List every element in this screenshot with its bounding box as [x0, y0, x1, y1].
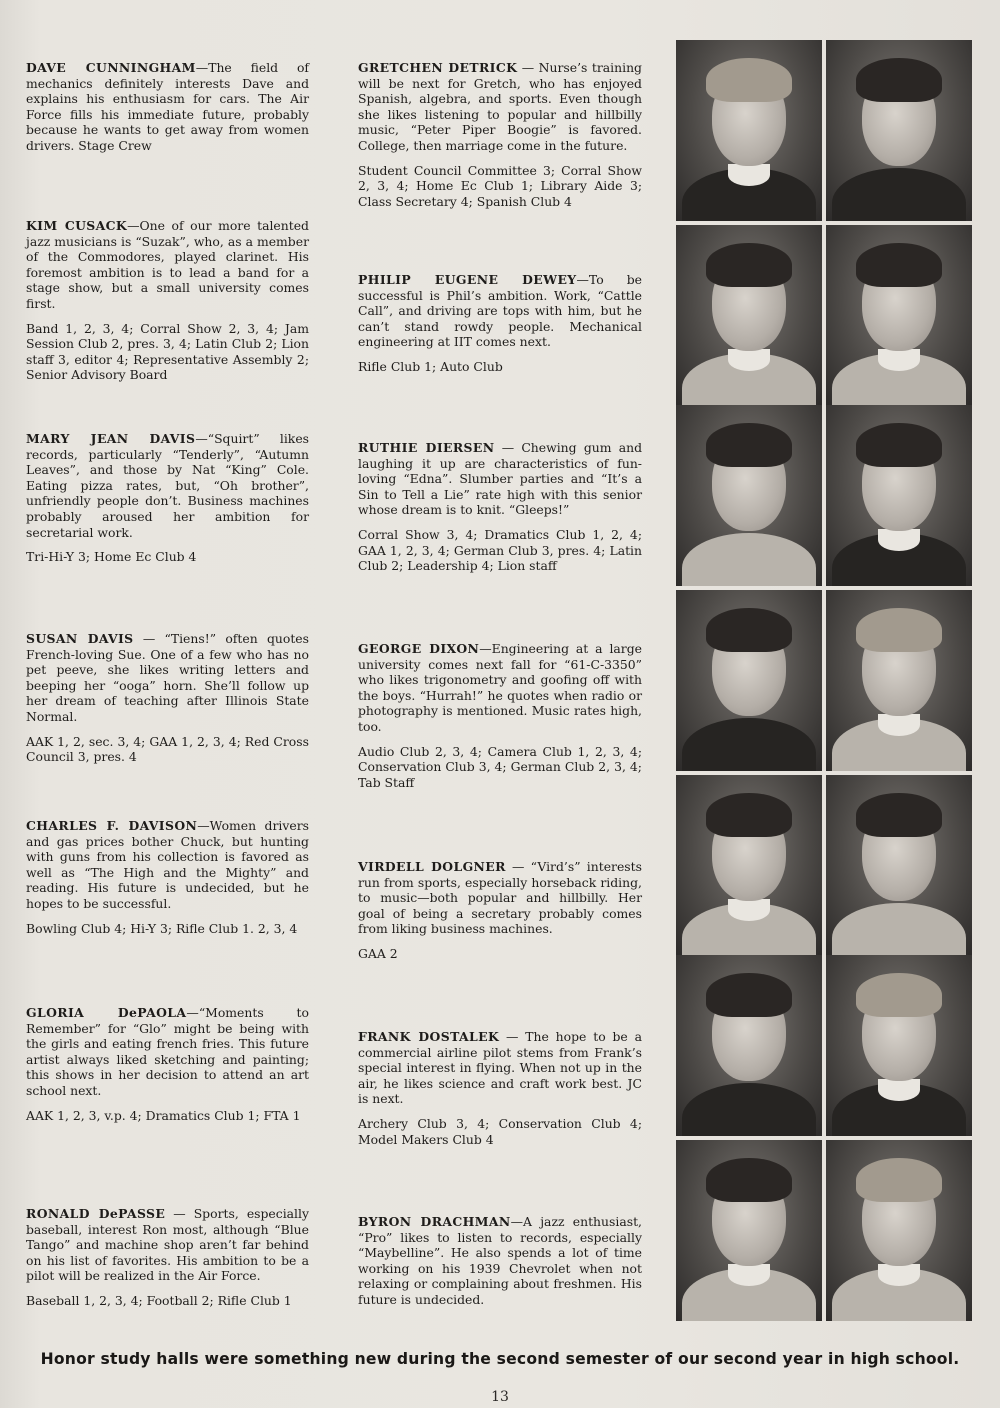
student-activities: Audio Club 2, 3, 4; Camera Club 1, 2, 3, 4; Conservation Club 3, 4; German Club 2, 3, 4; Tab Staff — [358, 743, 642, 790]
student-name: GLORIA DePAOLA — [26, 1005, 187, 1020]
student-name: BYRON DRACHMAN — [358, 1214, 511, 1229]
student-bio: — Chewing gum and laughing it up are characteristics of fun-loving “Edna”. Slumber parties and “It’s a Sin to Tell a Lie” rate high with this senior whose dream is to knit. “Gleeps!” — [358, 440, 643, 518]
student-entry — [358, 60, 642, 209]
portrait-photo — [826, 1140, 972, 1321]
student-bio: —Engineering at a large university comes next fall for “61-C-3350” who likes trigonometry and goofing off with the boys. “Hurrah!” he quotes when radio or photography is mentioned. Music rates high, too. — [358, 641, 642, 734]
student-entry — [26, 818, 309, 936]
student-bio: — The hope to be a commercial airline pilot stems from Frank’s special interest in flying. When not up in the air, he likes science and craft work best. JC is next. — [358, 1029, 642, 1107]
student-activities: Band 1, 2, 3, 4; Corral Show 2, 3, 4; Jam Session Club 2, pres. 3, 4; Latin Club 2; Lion staff 3, editor 4; Representative Assembly 2; Senior Advisory Board — [26, 320, 309, 383]
student-activities: AAK 1, 2, sec. 3, 4; GAA 1, 2, 3, 4; Red Cross Council 3, pres. 4 — [26, 733, 309, 765]
student-entry — [358, 859, 642, 962]
student-bio: —“Squirt” likes records, particularly “Tenderly”, “Autumn Leaves”, and those by Nat “King” Cole. Eating pizza rates, but, “Oh brother”, unfriendly people don’t. Business machines probably aroused her ambition for secretarial work. — [26, 431, 310, 540]
student-name: VIRDELL DOLGNER — [358, 859, 506, 874]
portrait-photo — [676, 1140, 822, 1321]
student-name: RUTHIE DIERSEN — [358, 440, 495, 455]
portrait-photo — [826, 40, 972, 221]
student-name: FRANK DOSTALEK — [358, 1029, 500, 1044]
student-name: GRETCHEN DETRICK — [358, 60, 518, 75]
student-bio: — “Vird’s” interests run from sports, especially horseback riding, to music—both popular and hillbilly. Her goal of being a secretary probably comes from liking business machines. — [358, 859, 642, 937]
student-activities: Corral Show 3, 4; Dramatics Club 1, 2, 4; GAA 1, 2, 3, 4; German Club 3, pres. 4; Latin Club 2; Leadership 4; Lion staff — [358, 526, 642, 574]
student-bio: —A jazz enthusiast, “Pro” likes to listen to records, especially “Maybelline”. He also spends a lot of time working on his 1939 Chevrolet when not relaxing or complaining about freshmen. His future is undecided. — [358, 1214, 642, 1307]
student-activities: Baseball 1, 2, 3, 4; Football 2; Rifle Club 1 — [26, 1292, 292, 1308]
student-entry — [358, 272, 642, 375]
student-bio: — “Tiens!” often quotes French-loving Sue. One of a few who has no pet peeve, she likes writing letters and beeping her “ooga” horn. She’ll follow up her dream of teaching after Illinois State Normal. — [26, 631, 310, 724]
page-number: 13 — [491, 1389, 509, 1405]
student-activities: AAK 1, 2, 3, v.p. 4; Dramatics Club 1; FTA 1 — [26, 1107, 301, 1123]
portrait-photo — [826, 225, 972, 406]
student-bio: —“Moments to Remember” for “Glo” might be being with the girls and eating french fries. This future artist always liked sketching and painting; this shows in her decision to attend an art school next. — [26, 1005, 310, 1098]
student-entry — [26, 1206, 309, 1309]
portrait-photo — [676, 405, 822, 586]
page-caption: Honor study halls were something new during the second semester of our second year in high school. — [40, 1350, 960, 1368]
portrait-photo — [676, 40, 822, 221]
student-name: PHILIP EUGENE DEWEY — [358, 272, 577, 287]
portrait-photo — [826, 955, 972, 1136]
student-name: KIM CUSACK — [26, 218, 128, 233]
student-entry — [26, 431, 309, 565]
student-name: DAVE CUNNINGHAM — [26, 60, 196, 75]
student-bio: —Women drivers and gas prices bother Chuck, but hunting with guns from his collection is favored as well as “The High and the Mighty” and reading. His future is undecided, but he hopes to be successful. — [26, 818, 309, 911]
student-bio: —One of our more talented jazz musicians is “Suzak”, who, as a member of the Commodores, played clarinet. His foremost ambition is to lead a band for a stage show, but a small university comes first. — [26, 218, 309, 311]
student-entry — [358, 641, 642, 790]
portrait-photo — [676, 775, 822, 956]
student-name: MARY JEAN DAVIS — [26, 431, 196, 446]
student-name: CHARLES F. DAVISON — [26, 818, 198, 833]
student-name: GEORGE DIXON — [358, 641, 480, 656]
student-activities: GAA 2 — [358, 945, 398, 961]
student-bio: —The field of mechanics definitely interests Dave and explains his enthusiasm for cars. The Air Force fills his immediate future, probably because he wants to get away from women drivers. Stage Crew — [26, 60, 309, 153]
student-entry — [358, 1029, 642, 1147]
student-entry — [26, 218, 309, 383]
student-name: RONALD DePASSE — [26, 1206, 166, 1221]
portrait-photo — [826, 405, 972, 586]
student-entry — [26, 60, 309, 154]
student-entry — [358, 1214, 642, 1308]
student-entry — [26, 631, 309, 765]
student-activities: Bowling Club 4; Hi-Y 3; Rifle Club 1. 2, 3, 4 — [26, 920, 298, 936]
portrait-photo — [826, 775, 972, 956]
student-activities: Rifle Club 1; Auto Club — [358, 358, 503, 374]
portrait-photo — [676, 955, 822, 1136]
student-bio: —To be successful is Phil’s ambition. Work, “Cattle Call”, and driving are tops with him, but he can’t stand rowdy people. Mechanical engineering at IIT comes next. — [358, 272, 642, 350]
student-bio: — Sports, especially baseball, interest Ron most, although “Blue Tango” and machine shop aren’t far behind on his list of favorites. His ambition to be a pilot will be realized in the Air Force. — [26, 1206, 309, 1284]
student-activities: Student Council Committee 3; Corral Show 2, 3, 4; Home Ec Club 1; Library Aide 3; Class Secretary 4; Spanish Club 4 — [358, 162, 642, 209]
student-name: SUSAN DAVIS — [26, 631, 134, 646]
student-entry — [26, 1005, 309, 1123]
student-activities: Archery Club 3, 4; Conservation Club 4; Model Makers Club 4 — [358, 1115, 642, 1147]
portrait-photo — [676, 590, 822, 771]
portrait-photo — [826, 590, 972, 771]
student-entry — [358, 440, 642, 574]
portrait-photo — [676, 225, 822, 406]
student-bio: — Nurse’s training will be next for Gretch, who has enjoyed Spanish, algebra, and sports. Even though she likes listening to popular and hillbilly music, “Peter Piper Boogie” is favored. College, then marriage come in the future. — [358, 60, 642, 153]
student-activities: Tri-Hi-Y 3; Home Ec Club 4 — [26, 549, 197, 565]
